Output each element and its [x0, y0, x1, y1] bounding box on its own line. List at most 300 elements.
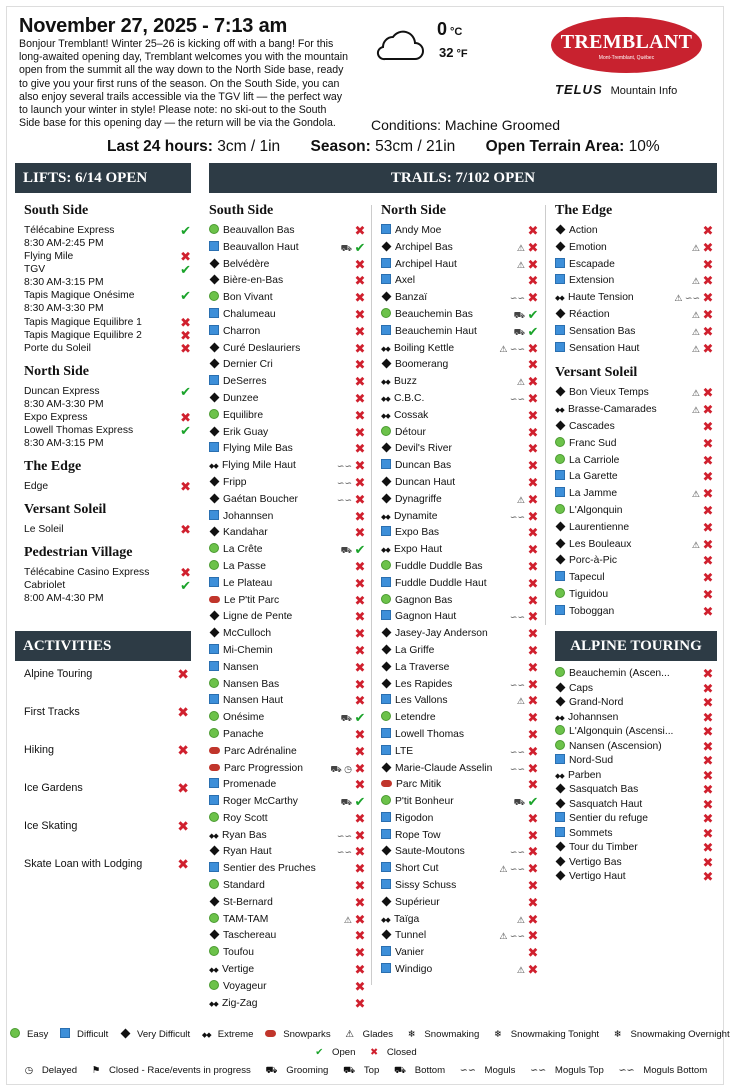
closed-x-icon: ✖ [527, 962, 539, 978]
difficult-icon [209, 510, 219, 520]
closed-x-icon: ✖ [527, 777, 539, 793]
closed-x-icon: ✖ [702, 418, 714, 434]
trail-label [381, 576, 487, 593]
trail-feature-icons: ⛟ [340, 242, 352, 253]
legend-snowmaking [405, 1029, 483, 1040]
trail-name: Saute-Moutons [395, 846, 465, 858]
difficult-icon [555, 827, 565, 837]
closed-x-icon: ✖ [527, 642, 539, 658]
trail-name: Promenade [223, 779, 277, 791]
difficult-icon [555, 274, 565, 284]
open-check-icon: ✔ [180, 577, 191, 593]
trail-label [209, 559, 266, 576]
trail-feature-icons: ∽∽ [509, 746, 525, 757]
trail-label [381, 492, 442, 509]
closed-x-icon: ✖ [702, 811, 714, 826]
lift-row [24, 327, 191, 343]
closed-x-icon: ✖ [527, 374, 539, 390]
trail-feature-icons: ⚠ ∽∽ [499, 343, 525, 354]
trail-feature-icons: ⚠ ∽∽ [499, 931, 525, 942]
trail-label [381, 626, 488, 643]
closed-x-icon: ✖ [354, 592, 366, 608]
touring-name: Grand-Nord [569, 697, 624, 708]
easy-icon [555, 504, 565, 514]
trail-row [555, 324, 715, 341]
trail-section-title: The Edge [555, 203, 613, 218]
trail-feature-icons: ⚠ [516, 696, 525, 707]
trail-row [555, 537, 715, 554]
trail-name: La Traverse [395, 661, 450, 673]
trail-feature-icons: ⚠ [516, 914, 525, 925]
trail-feature-icons: ⚠ [691, 539, 700, 550]
legend-expert-label: Extreme [217, 1029, 254, 1040]
difficult-icon [209, 442, 219, 452]
trail-label [381, 391, 424, 408]
trail-name: Belvédère [223, 258, 270, 270]
difficult-icon [555, 754, 565, 764]
legend-open [312, 1047, 358, 1058]
trail-name: Gaétan Boucher [223, 493, 298, 505]
closed-x-icon: ✖ [527, 340, 539, 356]
trail-name: Porc-à-Pic [569, 555, 618, 567]
trail-label [209, 391, 259, 408]
trail-row [381, 492, 540, 509]
trail-row [381, 761, 540, 778]
trail-name: Les Rapides [395, 678, 453, 690]
trail-row [381, 576, 540, 593]
trail-name: Dunzee [223, 392, 259, 404]
touring-label [555, 841, 638, 856]
trail-label [381, 240, 453, 257]
difficult-icon [381, 258, 391, 268]
difficult-icon [209, 375, 219, 385]
legend-difficult-label: Difficult [77, 1029, 109, 1040]
trail-name: Nansen Bas [223, 678, 280, 690]
closed-x-icon: ✖ [527, 945, 539, 961]
trail-name: C.B.C. [394, 392, 425, 404]
glades-icon: ⚠ [345, 1029, 354, 1040]
trail-row [209, 576, 367, 593]
closed-x-icon: ✖ [354, 693, 366, 709]
open-check-icon: ✔ [180, 383, 191, 399]
trail-label [209, 408, 263, 425]
trail-label [209, 458, 296, 475]
closed-x-icon: ✖ [354, 844, 366, 860]
trail-label [209, 996, 257, 1013]
difficult-icon [381, 829, 391, 839]
closed-x-icon: ✖ [354, 323, 366, 339]
trail-row [209, 626, 367, 643]
trail-name: Andy Moe [395, 225, 442, 236]
trail-row [209, 593, 367, 610]
trail-feature-icons: ∽∽ [336, 847, 352, 858]
lift-row [24, 314, 191, 330]
closed-x-icon: ✖ [527, 256, 539, 272]
trail-label [209, 273, 283, 290]
snowpark-icon [209, 596, 220, 603]
trail-name: Archipel Haut [395, 258, 457, 270]
trail-name: Buzz [394, 376, 417, 388]
trail-name: Beauvallon Bas [223, 225, 295, 236]
extreme-icon: ◆◆ [555, 407, 564, 415]
closed-x-icon: ✖ [527, 407, 539, 423]
trail-row [381, 811, 540, 828]
touring-row [555, 754, 715, 769]
trail-label [209, 609, 292, 626]
trail-label [209, 962, 254, 979]
activity-row [24, 743, 191, 781]
touring-name: Nord-Sud [569, 755, 614, 766]
season-in: 21 [425, 138, 444, 155]
trail-row [209, 425, 367, 442]
touring-row [555, 798, 715, 813]
temp-c-value: 0 [437, 19, 448, 39]
touring-name: Caps [569, 682, 594, 694]
legend-park-label: Snowparks [283, 1029, 331, 1040]
easy-icon [555, 588, 565, 598]
trail-row [381, 223, 540, 240]
closed-x-icon: ✖ [527, 273, 539, 289]
sponsor-text: Mountain Info [610, 85, 678, 97]
trail-label [381, 928, 426, 945]
trail-feature-icons: ∽∽ [509, 511, 525, 522]
trail-name: Gagnon Bas [395, 594, 453, 606]
report-title: November 27, 2025 - 7:13 am [19, 15, 288, 37]
touring-label [555, 812, 648, 827]
trail-label [555, 385, 649, 402]
open-check-icon: ✔ [354, 794, 366, 810]
trail-label [209, 928, 276, 945]
trail-name: L'Algonquin [569, 504, 623, 516]
trail-row [381, 425, 540, 442]
trail-row [209, 844, 367, 861]
very-difficult-icon [556, 225, 566, 235]
trail-name: Parc Mitik [396, 779, 442, 791]
terrain-label: Open Terrain Area: [485, 138, 625, 155]
clock-icon: ◷ [24, 1065, 34, 1076]
closed-x-icon: ✖ [354, 861, 366, 877]
closed-x-icon: ✖ [354, 390, 366, 406]
trail-name: Flying Mile Bas [223, 443, 293, 455]
trail-row [555, 486, 715, 503]
trail-row [209, 945, 367, 962]
lift-row [24, 564, 191, 580]
trail-label [209, 626, 271, 643]
trail-label [381, 794, 454, 811]
closed-x-icon: ✖ [702, 753, 714, 768]
difficult-icon [555, 487, 565, 497]
extreme-icon: ◆◆ [381, 547, 390, 555]
legend-row-2 [7, 1047, 725, 1058]
trail-row [381, 509, 540, 526]
trail-row [209, 441, 367, 458]
activity-row [24, 667, 191, 705]
difficult-icon [381, 963, 391, 973]
trail-label [209, 895, 273, 912]
closed-x-icon: ✖ [702, 724, 714, 739]
trail-name: Zig-Zag [222, 997, 258, 1009]
trail-label [555, 436, 617, 453]
touring-row [555, 827, 715, 842]
closed-x-icon: ✖ [702, 695, 714, 710]
touring-row [555, 856, 715, 871]
trail-feature-icons: ∽∽ [509, 847, 525, 858]
closed-x-icon: ✖ [527, 223, 539, 238]
trail-name: La Carriole [569, 454, 620, 466]
closed-x-icon: ✖ [702, 256, 714, 272]
lift-hours: 8:30 AM-3:30 PM [24, 398, 104, 410]
trail-feature-icons: ⚠ [691, 405, 700, 416]
trail-label [209, 593, 279, 610]
easy-icon [209, 980, 219, 990]
very-difficult-icon [556, 784, 566, 794]
lift-row [24, 425, 191, 451]
difficult-icon [555, 258, 565, 268]
trail-row [209, 996, 367, 1013]
activity-name: Alpine Touring [24, 668, 93, 680]
trail-row [381, 525, 540, 542]
easy-icon [209, 913, 219, 923]
trail-name: Charron [223, 325, 261, 337]
column-divider [371, 205, 372, 985]
trail-name: St-Bernard [223, 896, 273, 908]
moguls-icon: ∽∽ [459, 1065, 476, 1076]
closed-x-icon: ✖ [527, 659, 539, 675]
trail-row [555, 240, 715, 257]
trail-label [555, 537, 631, 554]
trail-label [381, 777, 441, 794]
trail-name: Tapecul [569, 572, 605, 584]
trail-row [209, 257, 367, 274]
difficult-icon [381, 274, 391, 284]
closed-x-icon: ✖ [527, 760, 539, 776]
trail-name: Johannsen [223, 510, 274, 522]
trail-name: Brasse-Camarades [568, 404, 657, 416]
closed-x-icon: ✖ [354, 626, 366, 642]
easy-icon [381, 711, 391, 721]
legend-bottom [391, 1065, 448, 1076]
lift-row [24, 521, 191, 537]
easy-icon [209, 543, 219, 553]
trail-name: Rigodon [395, 812, 434, 824]
trail-feature-icons: ∽∽ [509, 763, 525, 774]
trail-row [555, 223, 715, 240]
closed-x-icon: ✖ [527, 542, 539, 558]
closed-x-icon: ✖ [527, 878, 539, 894]
lift-name: Cabriolet [24, 579, 66, 591]
trail-row [381, 912, 540, 929]
temp-f-unit: °F [456, 48, 468, 60]
trail-row [381, 962, 540, 979]
difficult-icon [555, 812, 565, 822]
trail-label [209, 761, 303, 778]
closed-x-icon: ✖ [527, 575, 539, 591]
difficult-icon [209, 241, 219, 251]
trail-label [209, 576, 272, 593]
trail-label [555, 324, 635, 341]
trail-label [209, 425, 268, 442]
trail-row [381, 307, 540, 324]
temperature-fahrenheit [439, 45, 468, 60]
trail-label [555, 520, 629, 537]
trail-label [555, 604, 614, 621]
legend-easy-label: Easy [27, 1029, 49, 1040]
trail-row [555, 257, 715, 274]
trail-feature-icons: ⚠ ∽∽ [674, 293, 700, 304]
touring-label [555, 696, 623, 711]
open-check-icon: ✔ [180, 223, 191, 238]
trail-name: Marie-Claude Asselin [395, 762, 493, 774]
trail-label [381, 341, 454, 358]
extreme-icon: ◆◆ [381, 345, 390, 353]
extreme-icon: ◆◆ [555, 772, 564, 780]
trail-row [209, 357, 367, 374]
trail-row [555, 453, 715, 470]
easy-icon [209, 560, 219, 570]
trail-label [209, 979, 267, 996]
legend-moguls-label: Moguls [484, 1065, 516, 1076]
trail-row [209, 861, 367, 878]
trail-label [381, 324, 477, 341]
extreme-icon: ◆◆ [381, 513, 390, 521]
alpine-touring-list [555, 667, 715, 885]
difficult-icon [209, 644, 219, 654]
closed-x-icon: ✖ [702, 290, 714, 306]
closed-x-icon: ✖ [527, 239, 539, 255]
closed-x-icon: ✖ [702, 435, 714, 451]
trail-feature-icons: ∽∽ [336, 494, 352, 505]
trail-name: Les Vallons [395, 695, 448, 707]
activity-row [24, 819, 191, 857]
column-divider [545, 205, 546, 625]
trail-name: La Passe [223, 560, 266, 572]
closed-x-icon: ✖ [354, 424, 366, 440]
trail-row [381, 895, 540, 912]
trail-label [381, 273, 415, 290]
trail-row [381, 357, 540, 374]
trail-feature-icons: ∽∽ [509, 393, 525, 404]
temp-c-unit: °C [450, 26, 463, 38]
lift-row [24, 577, 191, 606]
closed-x-icon: ✖ [354, 458, 366, 474]
trail-feature-icons: ⚠ [516, 965, 525, 976]
extreme-icon: ◆◆ [209, 967, 218, 975]
snowpark-icon [381, 780, 392, 787]
touring-label [555, 682, 593, 697]
closed-x-icon: ✖ [702, 239, 714, 255]
very-difficult-icon [556, 697, 566, 707]
difficult-icon [381, 224, 391, 234]
touring-name: Vertigo Haut [569, 871, 626, 882]
difficult-icon [209, 661, 219, 671]
tremblant-logo [551, 17, 702, 73]
report-page [6, 6, 730, 1085]
trail-name: Gagnon Haut [395, 611, 457, 623]
trail-name: Rope Tow [395, 829, 441, 841]
trail-label [381, 677, 452, 694]
legend-race [89, 1065, 254, 1076]
trail-row [209, 559, 367, 576]
closed-x-icon: ✖ [354, 642, 366, 658]
open-check-icon: ✔ [354, 239, 366, 255]
closed-x-icon: ✖ [370, 1047, 379, 1058]
open-check-icon: ✔ [180, 423, 191, 439]
trail-name: Sissy Schuss [395, 880, 457, 892]
trail-name: Short Cut [395, 863, 439, 875]
legend-snow-overnight-label: Snowmaking Overnight [630, 1029, 730, 1040]
groom-bottom-icon: ⛟ [393, 1065, 407, 1076]
very-difficult-icon [382, 644, 392, 654]
touring-row [555, 740, 715, 755]
legend-snow-tonight [491, 1029, 602, 1040]
difficult-icon [60, 1028, 70, 1038]
trail-feature-icons: ∽∽ [336, 461, 352, 472]
difficult-icon [555, 470, 565, 480]
trail-row [209, 828, 367, 845]
trail-label [381, 357, 448, 374]
trail-label [555, 469, 618, 486]
trail-label [209, 509, 273, 526]
logo-name: TREMBLANT [560, 31, 693, 53]
trail-row [209, 240, 367, 257]
closed-x-icon: ✖ [702, 738, 714, 754]
trail-name: Chalumeau [223, 308, 276, 320]
difficult-icon [209, 795, 219, 805]
closed-x-icon: ✖ [527, 894, 539, 910]
trail-row [555, 385, 715, 402]
trail-name: Sentier des Pruches [223, 863, 316, 875]
activity-name: First Tracks [24, 706, 80, 718]
legend-closed-label: Closed [386, 1047, 417, 1058]
temp-f-value: 32 [439, 45, 454, 60]
trail-row [381, 643, 540, 660]
trail-feature-icons: ⚠ [516, 494, 525, 505]
lift-name: Lowell Thomas Express [24, 425, 134, 437]
lift-name: Télécabine Express [24, 225, 115, 236]
trail-label [381, 559, 483, 576]
very-difficult-icon [210, 393, 220, 403]
easy-icon [555, 454, 565, 464]
closed-x-icon: ✖ [354, 911, 366, 927]
easy-icon [209, 409, 219, 419]
trail-name: Roger McCarthy [223, 796, 298, 808]
trail-row [209, 677, 367, 694]
sponsor-line [555, 82, 677, 97]
very-difficult-icon [382, 359, 392, 369]
closed-x-icon: ✖ [527, 676, 539, 692]
trail-label [209, 912, 268, 929]
very-difficult-icon [382, 241, 392, 251]
closed-x-icon: ✖ [354, 357, 366, 373]
very-difficult-icon [556, 309, 566, 319]
trail-row [555, 469, 715, 486]
trail-row [209, 475, 367, 492]
easy-icon [381, 560, 391, 570]
trail-name: Mi-Chemin [223, 644, 273, 656]
trail-row [555, 587, 715, 604]
closed-x-icon: ✖ [180, 478, 191, 494]
very-difficult-icon [556, 538, 566, 548]
trail-name: Cossak [394, 409, 429, 421]
trail-name: Le Plateau [223, 577, 273, 589]
closed-x-icon: ✖ [702, 603, 714, 619]
trail-name: Dynagriffe [395, 493, 442, 505]
snowmaking-overnight-icon: ❄ [613, 1029, 622, 1040]
trail-row [209, 761, 367, 778]
trail-label [555, 257, 615, 274]
trail-label [209, 223, 295, 240]
lifts-header: LIFTS: 6/14 OPEN [15, 163, 191, 193]
